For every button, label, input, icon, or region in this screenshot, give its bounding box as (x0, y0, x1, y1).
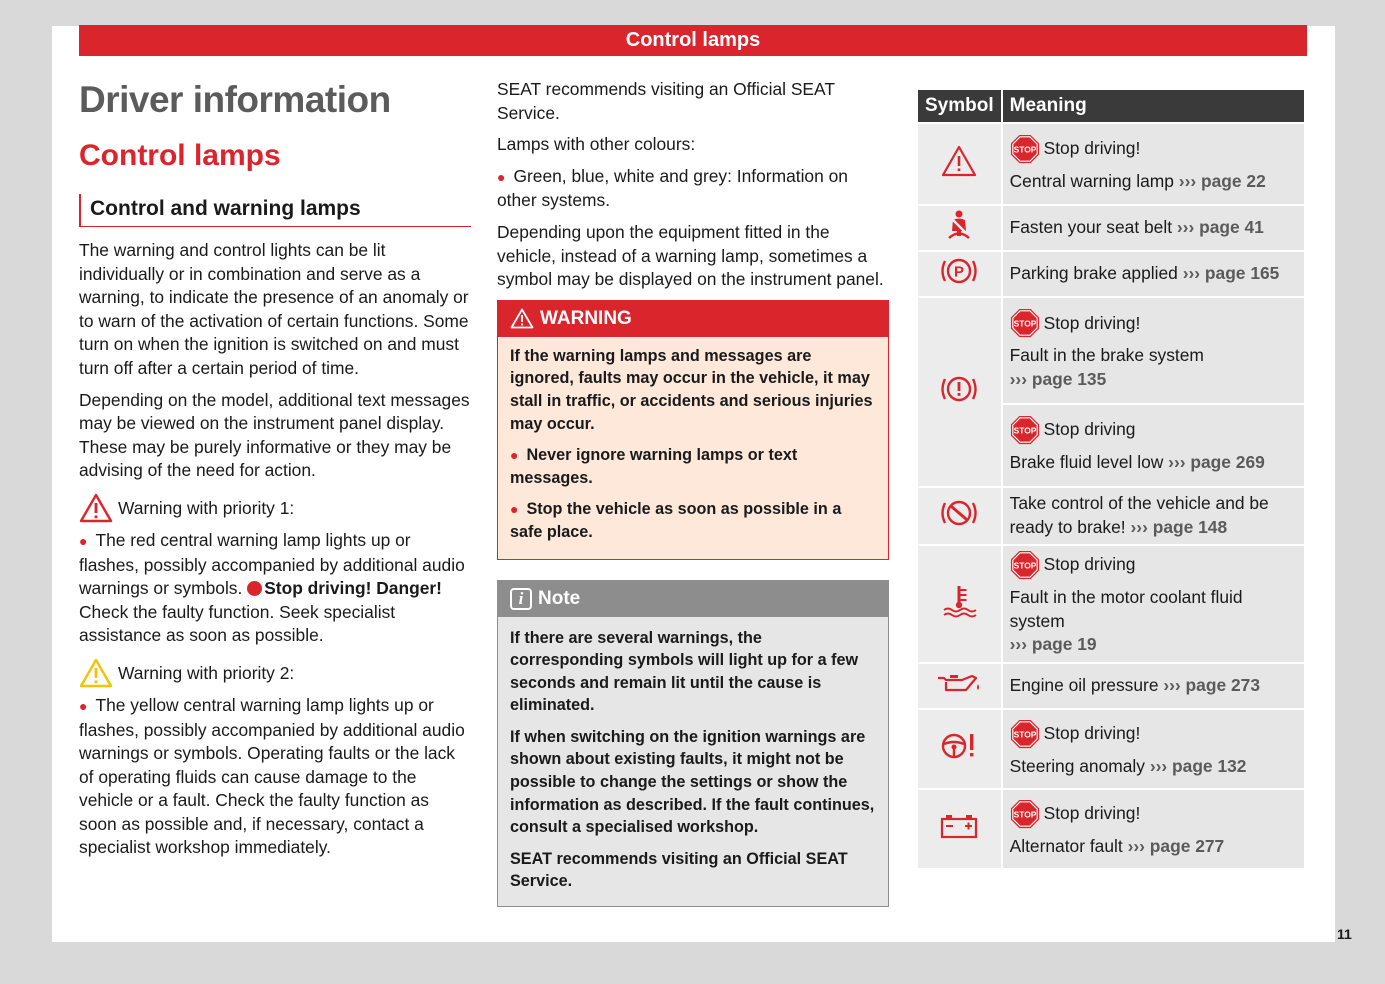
svg-text:P: P (954, 263, 965, 281)
table-row (918, 206, 1304, 250)
symbol-cell (918, 488, 1001, 544)
warning-paragraph: If the warning lamps and messages are ignored, faults may occur in the vehicle, it may stall in traffic, or accidents and serious injuries may occur. (510, 346, 873, 433)
stop-row (1010, 799, 1297, 829)
meaning-cell (1003, 546, 1304, 662)
priority-2-text (79, 694, 471, 860)
note-paragraph-3: SEAT recommends visiting an Official SEAT Service. (510, 849, 848, 891)
meaning-cell (1003, 488, 1304, 544)
info-icon: i (510, 588, 532, 610)
table-row (918, 124, 1304, 204)
svg-text:STOP: STOP (1013, 425, 1037, 436)
meaning-cell (1003, 790, 1304, 868)
warning-triangle-icon (941, 145, 977, 177)
bullet-dot: ● (79, 532, 88, 549)
red-warning-triangle-icon (79, 493, 113, 523)
page-reference-link[interactable]: ››› page 22 (1178, 170, 1266, 191)
symbol-cell (918, 124, 1001, 204)
note-paragraph-1: If there are several warnings, the corresponding symbols will light up for a few seconds and remain lit until the cause is eliminated. (510, 628, 859, 715)
stop-row (1010, 415, 1297, 445)
warning-bullet-2 (510, 498, 876, 543)
symbol-column-header: Symbol (918, 90, 1001, 122)
table-row (918, 298, 1304, 403)
symbol-cell (918, 206, 1001, 250)
note-title: Note (538, 587, 581, 609)
stop-driving-text: Stop driving! (1043, 312, 1141, 333)
other-colours-heading: Lamps with other colours: (497, 134, 696, 155)
table-header-row (918, 90, 1304, 122)
warning-triangle-icon (510, 308, 534, 329)
bullet-dot: ● (510, 447, 519, 464)
priority-2-label: Warning with priority 2: (118, 662, 295, 683)
priority-1-label: Warning with priority 1: (118, 497, 295, 518)
meaning-cell (1003, 405, 1304, 486)
meaning-cell (1003, 252, 1304, 296)
warning-title: WARNING (540, 307, 632, 329)
meaning-text (1010, 170, 1297, 194)
svg-text:STOP: STOP (1013, 808, 1037, 819)
warning-box-body (498, 337, 888, 559)
page-reference-link[interactable]: ››› page 41 (1176, 216, 1264, 237)
svg-text:STOP: STOP (1013, 143, 1037, 154)
bullet-dot: ● (510, 501, 519, 518)
meaning-label: Fault in the motor coolant fluid system (1009, 587, 1243, 631)
stop-sign-icon (1010, 550, 1040, 580)
stop-sign-icon (1010, 308, 1040, 338)
meaning-text (1010, 835, 1297, 859)
stop-row (1010, 134, 1297, 164)
stop-sign-icon (1010, 415, 1040, 445)
stop-driving-text: Stop driving! (1043, 137, 1141, 158)
stop-sign-icon (247, 581, 262, 596)
symbol-paragraph: Depending upon the equipment fitted in the vehicle, instead of a warning lamp, sometimes a symbol may be displayed on the instrument panel. (497, 221, 884, 290)
page-reference-link[interactable]: ››› page 277 (1127, 835, 1225, 856)
meaning-column-header: Meaning (1003, 90, 1304, 122)
meaning-label: Brake fluid level low (1009, 452, 1164, 473)
table-row (918, 488, 1304, 544)
brake-assist-icon (939, 497, 979, 529)
section-heading: Control lamps (79, 139, 281, 172)
symbol-cell (918, 710, 1001, 788)
stop-driving-text: Stop driving! (1043, 722, 1141, 743)
meaning-cell (1003, 664, 1304, 708)
note-paragraph-2: If when switching on the ignition warnings are shown about existing faults, it might not be possible to change the settings or show the information as described. If the fault continues, consult a specialised workshop. (510, 727, 875, 837)
battery-icon (939, 812, 979, 840)
note-box-header (498, 581, 888, 617)
parking-brake-icon (939, 255, 979, 287)
meaning-cell (1003, 710, 1304, 788)
page-title: Driver information (79, 79, 391, 120)
table-row (918, 664, 1304, 708)
symbol-cell (918, 546, 1001, 662)
warning-box (497, 300, 889, 560)
note-box (497, 580, 889, 908)
oil-can-icon (936, 670, 982, 696)
meaning-label: Fasten your seat belt (1009, 216, 1173, 237)
table-row (918, 790, 1304, 868)
symbol-cell (918, 664, 1001, 708)
stop-row (1010, 719, 1297, 749)
stop-sign-icon (1010, 719, 1040, 749)
seat-belt-icon (944, 209, 974, 241)
meaning-label: Central warning lamp (1009, 170, 1174, 191)
stop-row (1010, 550, 1297, 580)
other-colours-bullet (497, 165, 889, 213)
symbol-cell (918, 252, 1001, 296)
priority-1-bold: Stop driving! Danger! (264, 578, 442, 599)
seat-recommend-paragraph: SEAT recommends visiting an Official SEAT Service. (497, 79, 835, 123)
meaning-label: Engine oil pressure (1009, 674, 1159, 695)
coolant-icon (941, 584, 977, 618)
priority-2-heading (79, 658, 471, 688)
subsection-heading: Control and warning lamps (79, 194, 471, 227)
meaning-text (1010, 451, 1297, 475)
svg-text:STOP: STOP (1013, 728, 1037, 739)
page-reference-link[interactable]: ››› page 132 (1149, 755, 1247, 776)
page-reference-link[interactable]: ››› page 273 (1163, 674, 1260, 695)
chapter-banner: Control lamps (79, 25, 1307, 56)
priority-2-text-body: The yellow central warning lamp lights up or flashes, possibly accompanied by additional audio warnings or symbols. Operating faults or the lack of operating fluids can cause damage to the vehicle or a fault. Check the faulty function as soon as possible and, if necessary, contact a specialist workshop immediately. (79, 694, 465, 858)
brake-system-icon (939, 373, 979, 405)
stop-sign-icon (1010, 134, 1040, 164)
meaning-cell (1003, 124, 1304, 204)
stop-driving-text: Stop driving (1043, 554, 1136, 575)
right-column (918, 90, 1306, 870)
bullet-dot: ● (79, 697, 88, 714)
meaning-label: Alternator fault (1009, 835, 1123, 856)
page-reference-link[interactable]: ››› page 135 (1009, 369, 1107, 389)
bullet-dot: ● (497, 168, 506, 185)
yellow-warning-triangle-icon (79, 658, 113, 688)
meaning-text (1010, 755, 1297, 779)
meaning-label: Steering anomaly (1009, 755, 1145, 776)
symbol-cell (918, 790, 1001, 868)
warning-box-header (498, 301, 888, 337)
priority-1-text-b: Check the faulty function. Seek specialist assistance as soon as possible. (79, 601, 396, 646)
stop-driving-text: Stop driving! (1043, 802, 1141, 823)
page-reference-link[interactable]: ››› page 269 (1168, 452, 1265, 473)
warning-bullet-1-text: Never ignore warning lamps or text messages. (510, 446, 798, 487)
page-number: 11 (1337, 926, 1352, 942)
warning-bullet-2-text: Stop the vehicle as soon as possible in a safe place. (510, 500, 842, 541)
meaning-label: Take control of the vehicle and be ready to brake! (1009, 493, 1269, 537)
priority-1-text (79, 529, 471, 648)
meaning-cell (1003, 206, 1304, 250)
stop-sign-icon (1010, 799, 1040, 829)
page-reference-link[interactable]: ››› page 148 (1130, 516, 1228, 537)
svg-text:STOP: STOP (1013, 318, 1037, 329)
priority-1-heading (79, 493, 471, 523)
text-messages-paragraph: Depending on the model, additional text messages may be viewed on the instrument panel display. These may be purely informative or they may be advising of the need for action. (79, 389, 470, 481)
page-reference-link[interactable]: ››› page 19 (1009, 634, 1097, 655)
stop-row (1010, 308, 1297, 338)
stop-driving-text: Stop driving (1043, 419, 1136, 440)
other-colours-text: Green, blue, white and grey: Information on other systems. (497, 165, 848, 211)
steering-wheel-icon (939, 730, 979, 762)
priority-1-text-a: The red central warning lamp lights up or flashes, possibly accompanied by additional audio warnings or symbols. (79, 529, 465, 599)
svg-text:STOP: STOP (1013, 560, 1037, 571)
left-column (79, 78, 471, 868)
warning-bullet-1 (510, 444, 876, 489)
intro-paragraph: The warning and control lights can be lit individually or in combination and serve as a warning, to indicate the presence of an anomaly or to warn of the activation of certain functions. Some turn on when the ignition is switched on and must turn off after a certain period of time. (79, 240, 469, 378)
page-reference-link[interactable]: ››› page 165 (1182, 262, 1280, 283)
meaning-label: Parking brake applied (1009, 262, 1178, 283)
table-row (918, 252, 1304, 296)
middle-column (497, 78, 889, 907)
meaning-cell (1003, 298, 1304, 403)
table-row (918, 546, 1304, 662)
meaning-label: Fault in the brake system (1009, 345, 1204, 366)
table-row (918, 710, 1304, 788)
note-box-body (498, 617, 888, 907)
symbol-cell (918, 298, 1001, 486)
control-lamps-table (916, 88, 1306, 870)
